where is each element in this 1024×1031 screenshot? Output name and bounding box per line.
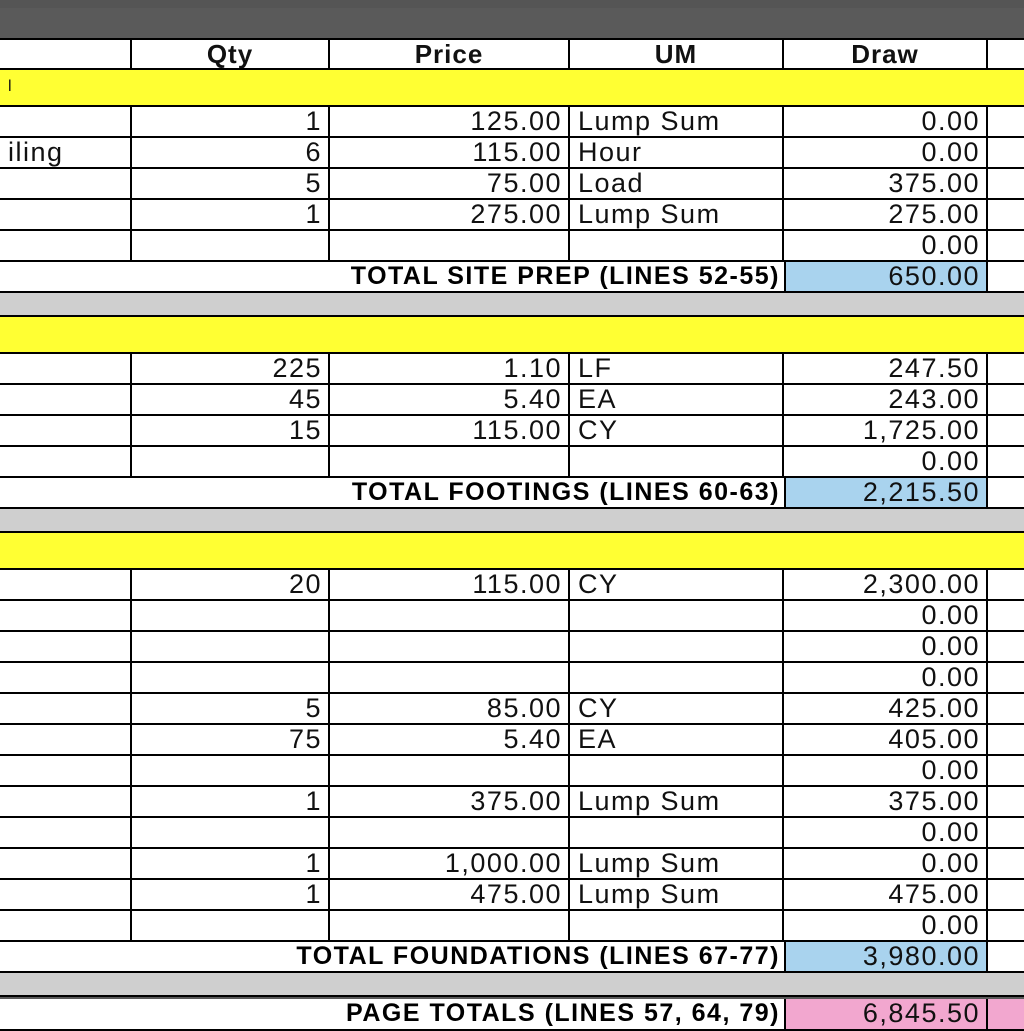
- row-draw[interactable]: 425.00: [784, 694, 988, 723]
- row-price[interactable]: 5.40: [330, 725, 570, 754]
- row-um[interactable]: [570, 663, 784, 692]
- row-extra: [988, 756, 1024, 785]
- row-price[interactable]: 115.00: [330, 138, 570, 167]
- row-price[interactable]: [330, 663, 570, 692]
- row-draw[interactable]: 0.00: [784, 818, 988, 847]
- column-header-row: [0, 38, 1024, 70]
- table-row: [0, 725, 1024, 756]
- row-qty[interactable]: 5: [132, 169, 330, 198]
- table-row: [0, 570, 1024, 601]
- row-qty[interactable]: 15: [132, 416, 330, 445]
- row-description[interactable]: [0, 231, 132, 260]
- header-um: UM: [570, 40, 784, 68]
- section-total-value: 2,215.50: [784, 478, 988, 507]
- row-extra: [988, 138, 1024, 167]
- table-row: [0, 694, 1024, 725]
- section-total-row: [0, 478, 1024, 509]
- table-row: [0, 138, 1024, 169]
- row-qty[interactable]: [132, 756, 330, 785]
- total-extra: [988, 478, 1024, 507]
- section-gap: [0, 293, 1024, 317]
- row-extra: [988, 385, 1024, 414]
- row-qty[interactable]: 1: [132, 849, 330, 878]
- row-extra: [988, 169, 1024, 198]
- row-price[interactable]: 475.00: [330, 880, 570, 909]
- row-price[interactable]: [330, 447, 570, 476]
- row-qty[interactable]: 1: [132, 107, 330, 136]
- row-price[interactable]: 115.00: [330, 416, 570, 445]
- row-draw[interactable]: 0.00: [784, 447, 988, 476]
- row-description[interactable]: [0, 385, 132, 414]
- row-qty[interactable]: [132, 818, 330, 847]
- row-extra: [988, 570, 1024, 599]
- table-row: [0, 880, 1024, 911]
- row-extra: [988, 632, 1024, 661]
- row-extra: [988, 231, 1024, 260]
- table-row: [0, 416, 1024, 447]
- row-draw[interactable]: 0.00: [784, 632, 988, 661]
- row-draw[interactable]: 475.00: [784, 880, 988, 909]
- row-description[interactable]: [0, 601, 132, 630]
- row-draw[interactable]: 405.00: [784, 725, 988, 754]
- section-header: [0, 70, 1024, 107]
- row-description[interactable]: [0, 694, 132, 723]
- section-total-row: [0, 262, 1024, 293]
- row-um[interactable]: EA: [570, 725, 784, 754]
- row-description[interactable]: iling: [0, 138, 132, 167]
- row-description[interactable]: [0, 200, 132, 229]
- row-extra: [988, 447, 1024, 476]
- row-draw[interactable]: 247.50: [784, 354, 988, 383]
- row-qty[interactable]: 1: [132, 880, 330, 909]
- row-um[interactable]: Lump Sum: [570, 849, 784, 878]
- row-price[interactable]: [330, 911, 570, 940]
- total-extra: [988, 942, 1024, 971]
- row-um[interactable]: Hour: [570, 138, 784, 167]
- row-um[interactable]: [570, 447, 784, 476]
- row-draw[interactable]: 0.00: [784, 601, 988, 630]
- section-total-label: TOTAL FOUNDATIONS (LINES 67-77): [296, 942, 780, 970]
- row-description[interactable]: [0, 725, 132, 754]
- row-price[interactable]: 125.00: [330, 107, 570, 136]
- row-um[interactable]: Lump Sum: [570, 880, 784, 909]
- row-um[interactable]: Lump Sum: [570, 787, 784, 816]
- row-um[interactable]: [570, 911, 784, 940]
- row-qty[interactable]: 1: [132, 787, 330, 816]
- row-qty[interactable]: [132, 911, 330, 940]
- row-qty[interactable]: 45: [132, 385, 330, 414]
- row-um[interactable]: Lump Sum: [570, 107, 784, 136]
- table-row: [0, 107, 1024, 138]
- row-extra: [988, 911, 1024, 940]
- row-draw[interactable]: 0.00: [784, 663, 988, 692]
- row-draw[interactable]: 243.00: [784, 385, 988, 414]
- row-description[interactable]: [0, 849, 132, 878]
- row-description[interactable]: [0, 911, 132, 940]
- row-description[interactable]: [0, 756, 132, 785]
- row-extra: [988, 694, 1024, 723]
- row-extra: [988, 725, 1024, 754]
- row-um[interactable]: [570, 231, 784, 260]
- row-description[interactable]: [0, 169, 132, 198]
- row-qty[interactable]: 75: [132, 725, 330, 754]
- row-um[interactable]: CY: [570, 570, 784, 599]
- row-draw[interactable]: 0.00: [784, 138, 988, 167]
- row-price[interactable]: 275.00: [330, 200, 570, 229]
- page-total-value: 6,845.50: [784, 999, 988, 1029]
- row-price[interactable]: [330, 632, 570, 661]
- row-price[interactable]: [330, 601, 570, 630]
- row-um[interactable]: [570, 601, 784, 630]
- row-price[interactable]: 1.10: [330, 354, 570, 383]
- header-qty: Qty: [132, 40, 330, 68]
- page-total-row: [0, 999, 1024, 1031]
- page-total-label: PAGE TOTALS (LINES 57, 64, 79): [346, 999, 780, 1027]
- table-row: [0, 787, 1024, 818]
- row-draw[interactable]: 375.00: [784, 169, 988, 198]
- table-row: [0, 354, 1024, 385]
- section-header: [0, 317, 1024, 354]
- table-row: [0, 385, 1024, 416]
- row-um[interactable]: [570, 756, 784, 785]
- row-price[interactable]: 375.00: [330, 787, 570, 816]
- table-row: [0, 849, 1024, 880]
- row-description[interactable]: [0, 570, 132, 599]
- section-gap: [0, 973, 1024, 997]
- row-draw[interactable]: 0.00: [784, 756, 988, 785]
- section-header-text: [0, 317, 200, 352]
- row-qty[interactable]: [132, 231, 330, 260]
- table-row: [0, 663, 1024, 694]
- section-gap: [0, 509, 1024, 533]
- row-draw[interactable]: 0.00: [784, 107, 988, 136]
- row-description[interactable]: [0, 663, 132, 692]
- row-extra: [988, 107, 1024, 136]
- table-row: [0, 231, 1024, 262]
- section-total-value: 3,980.00: [784, 942, 988, 971]
- row-description[interactable]: [0, 447, 132, 476]
- row-price[interactable]: 75.00: [330, 169, 570, 198]
- row-um[interactable]: CY: [570, 694, 784, 723]
- row-um[interactable]: LF: [570, 354, 784, 383]
- row-qty[interactable]: [132, 663, 330, 692]
- row-um[interactable]: [570, 818, 784, 847]
- section-total-row: [0, 942, 1024, 973]
- row-extra: [988, 200, 1024, 229]
- row-draw[interactable]: 275.00: [784, 200, 988, 229]
- row-description[interactable]: [0, 818, 132, 847]
- table-row: [0, 447, 1024, 478]
- row-price[interactable]: 85.00: [330, 694, 570, 723]
- header-desc: [0, 40, 132, 68]
- row-qty[interactable]: 6: [132, 138, 330, 167]
- row-description[interactable]: [0, 880, 132, 909]
- row-qty[interactable]: 225: [132, 354, 330, 383]
- row-extra: [988, 818, 1024, 847]
- row-um[interactable]: CY: [570, 416, 784, 445]
- row-extra: [988, 663, 1024, 692]
- row-extra: [988, 601, 1024, 630]
- table-row: [0, 911, 1024, 942]
- row-qty[interactable]: 1: [132, 200, 330, 229]
- row-draw[interactable]: 0.00: [784, 231, 988, 260]
- row-price[interactable]: 1,000.00: [330, 849, 570, 878]
- row-price[interactable]: 115.00: [330, 570, 570, 599]
- row-extra: [988, 787, 1024, 816]
- section-total-value: 650.00: [784, 262, 988, 291]
- row-extra: [988, 849, 1024, 878]
- row-draw[interactable]: 1,725.00: [784, 416, 988, 445]
- row-extra: [988, 354, 1024, 383]
- row-um[interactable]: Lump Sum: [570, 200, 784, 229]
- row-qty[interactable]: [132, 632, 330, 661]
- page-total-extra: [988, 999, 1024, 1029]
- row-extra: [988, 880, 1024, 909]
- row-um[interactable]: [570, 632, 784, 661]
- row-draw[interactable]: 0.00: [784, 849, 988, 878]
- row-description[interactable]: [0, 416, 132, 445]
- row-qty[interactable]: 20: [132, 570, 330, 599]
- row-description[interactable]: [0, 354, 132, 383]
- row-qty[interactable]: [132, 447, 330, 476]
- section-header-text: l: [8, 78, 14, 95]
- table-row: [0, 756, 1024, 787]
- header-draw: Draw: [784, 40, 988, 68]
- section-header: [0, 533, 1024, 570]
- row-price[interactable]: [330, 818, 570, 847]
- row-draw[interactable]: 2,300.00: [784, 570, 988, 599]
- section-total-label: TOTAL SITE PREP (LINES 52-55): [350, 262, 780, 290]
- row-description[interactable]: [0, 632, 132, 661]
- row-description[interactable]: [0, 107, 132, 136]
- row-um[interactable]: Load: [570, 169, 784, 198]
- row-draw[interactable]: 375.00: [784, 787, 988, 816]
- table-row: [0, 818, 1024, 849]
- row-qty[interactable]: [132, 601, 330, 630]
- window-top-bar: [0, 0, 1024, 8]
- row-description[interactable]: [0, 787, 132, 816]
- header-extra: [988, 40, 1024, 68]
- section-total-label: TOTAL FOOTINGS (LINES 60-63): [351, 478, 780, 506]
- total-extra: [988, 262, 1024, 291]
- row-draw[interactable]: 0.00: [784, 911, 988, 940]
- row-price[interactable]: [330, 231, 570, 260]
- table-row: [0, 169, 1024, 200]
- header-price: Price: [330, 40, 570, 68]
- table-row: [0, 200, 1024, 231]
- row-price[interactable]: 5.40: [330, 385, 570, 414]
- row-um[interactable]: EA: [570, 385, 784, 414]
- table-row: [0, 601, 1024, 632]
- row-price[interactable]: [330, 756, 570, 785]
- row-qty[interactable]: 5: [132, 694, 330, 723]
- row-extra: [988, 416, 1024, 445]
- section-header-text: [0, 533, 200, 568]
- table-row: [0, 632, 1024, 663]
